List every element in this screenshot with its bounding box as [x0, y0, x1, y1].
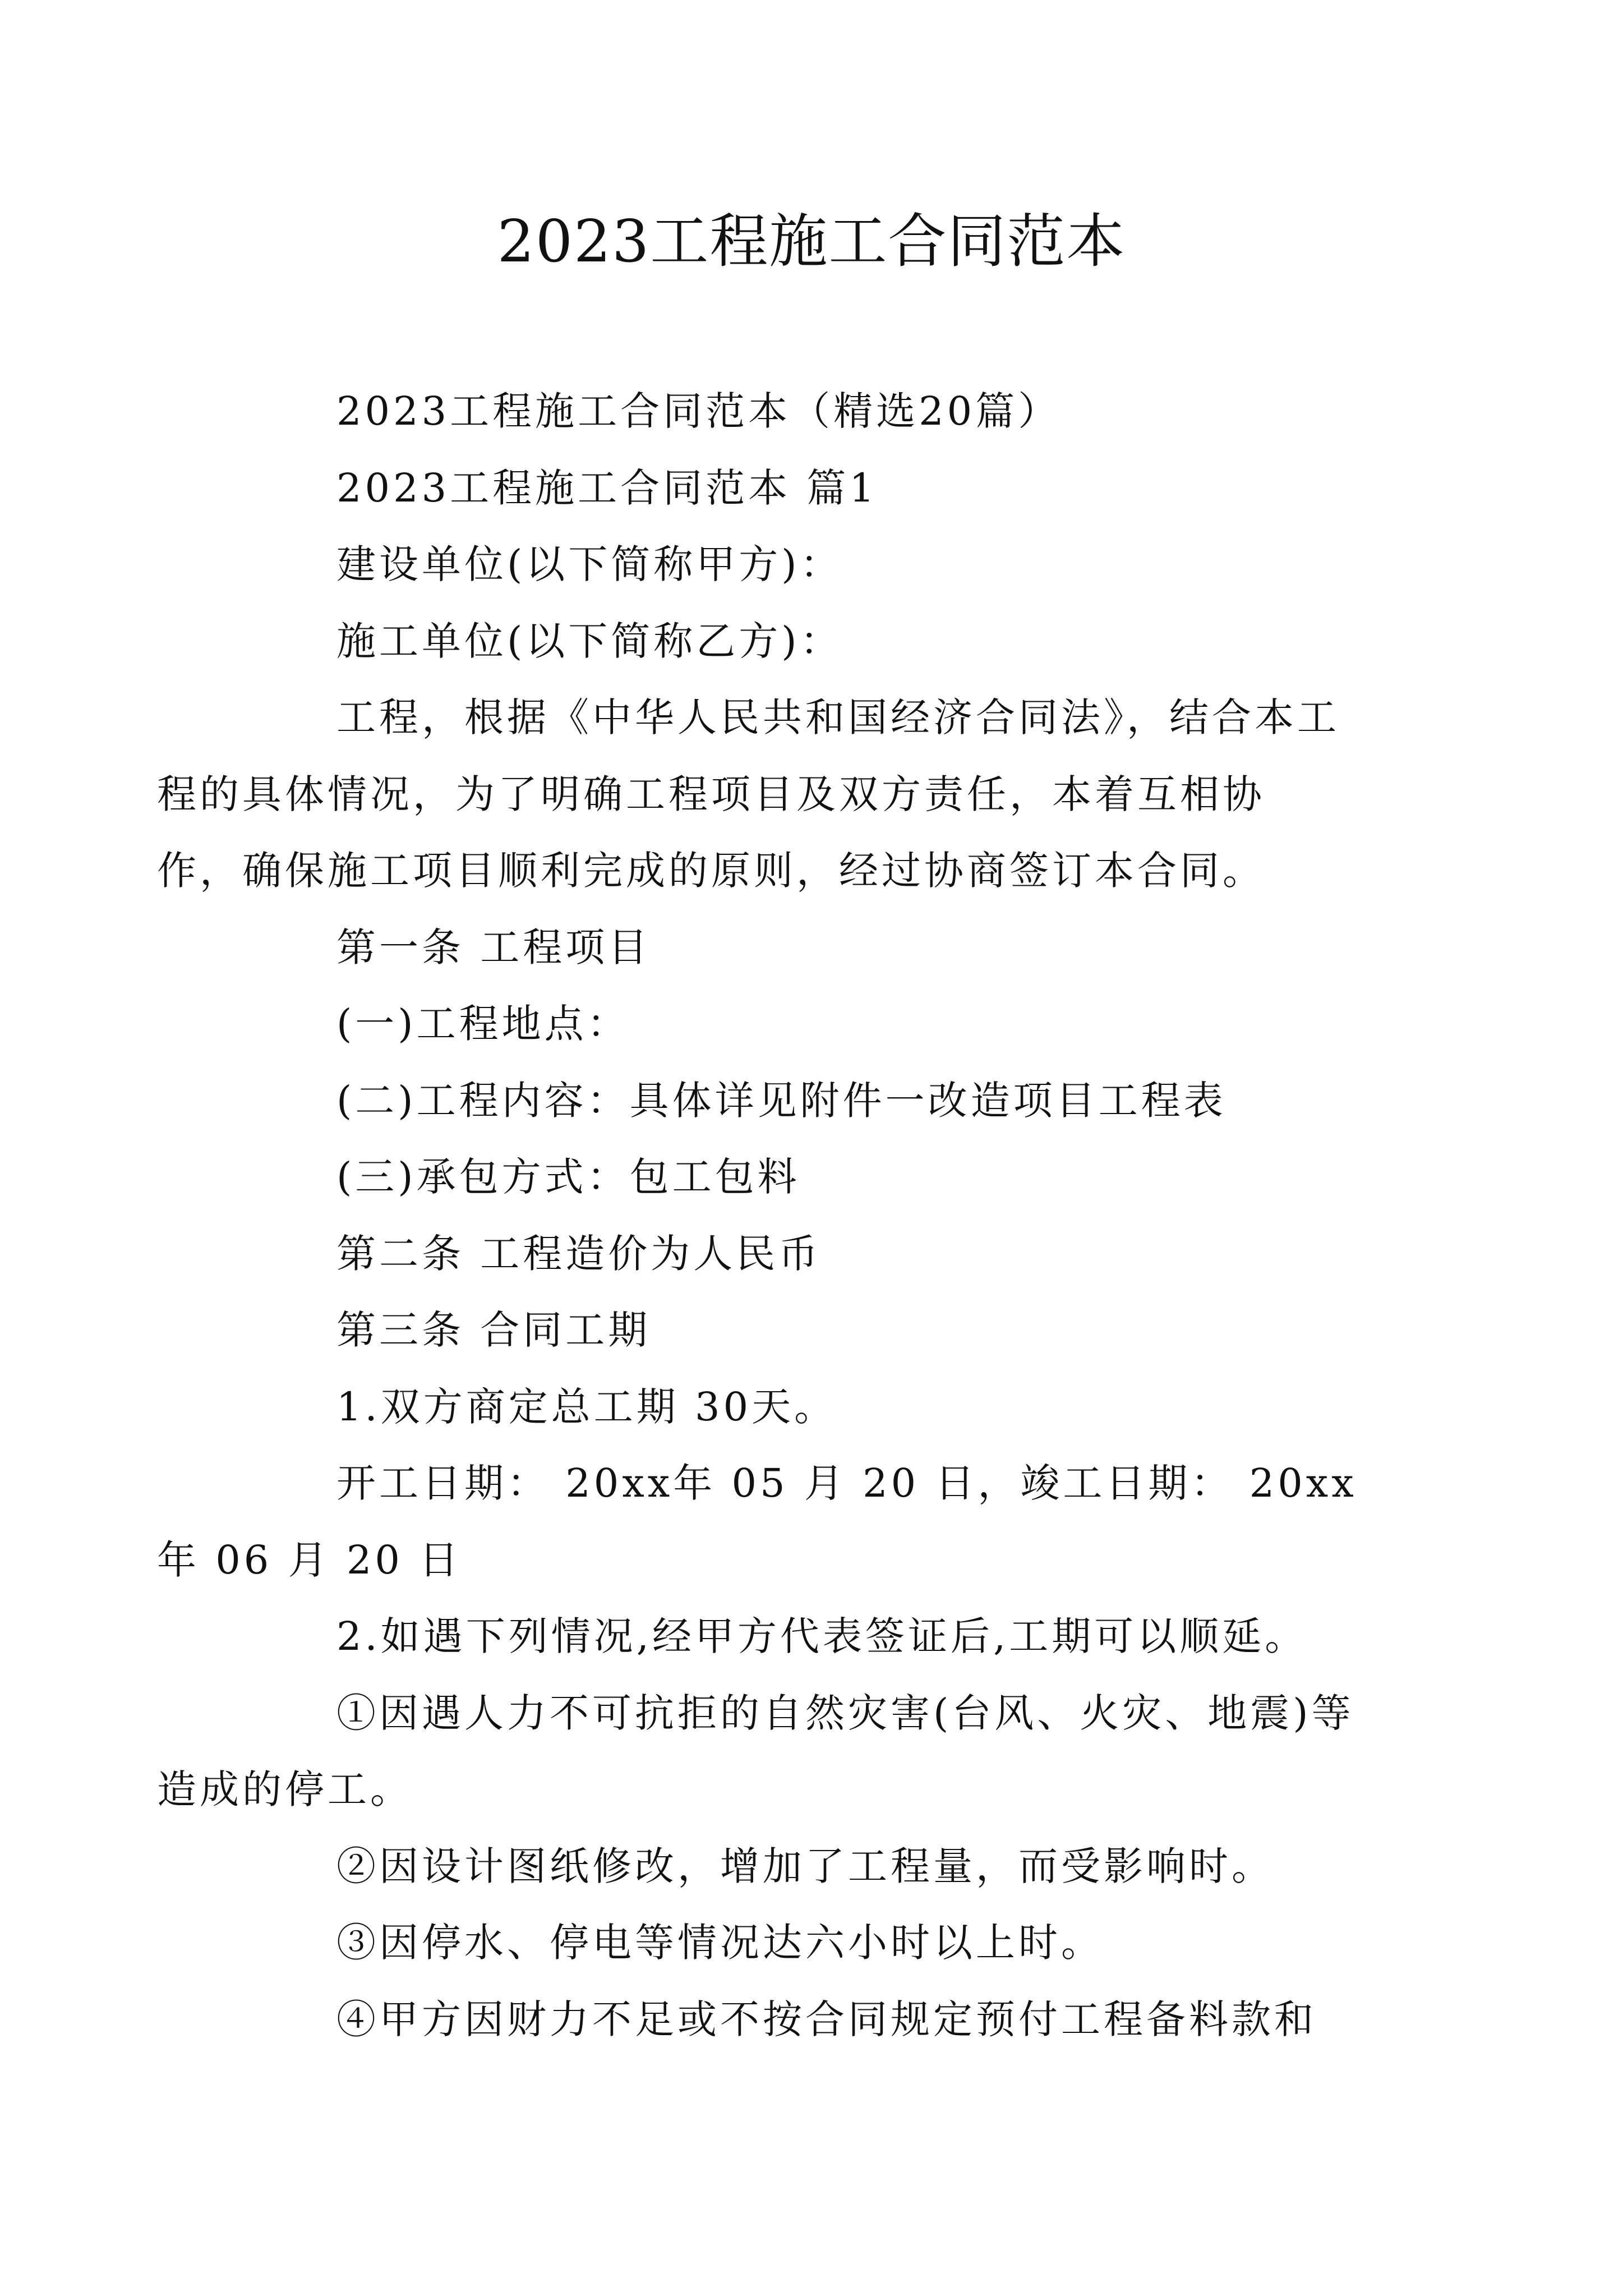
paragraph [247, 450, 1380, 527]
paragraph [247, 986, 1380, 1062]
document-title: 2023工程施工合同范本 [497, 207, 1126, 275]
paragraph-line: 造成的停工。 [157, 1766, 413, 1812]
paragraph [247, 1062, 1380, 1139]
paragraph [247, 909, 1380, 986]
paragraph-line: 工程，根据《中华人民共和国经济合同法》，结合本工 [336, 694, 1340, 740]
paragraph-line: (二)工程内容：具体详见附件一改造项目工程表 [336, 1077, 1227, 1124]
paragraph [247, 1369, 1380, 1446]
paragraph-line: 第一条 工程项目 [336, 924, 651, 970]
paragraph-line: ②因设计图纸修改，增加了工程量，而受影响时。 [336, 1843, 1274, 1889]
paragraph [247, 1828, 1380, 1905]
paragraph [247, 1598, 1380, 1675]
paragraph [247, 1904, 1380, 1981]
paragraph [247, 1139, 1380, 1216]
paragraph [247, 1981, 1380, 2058]
paragraph-line: 年 06 月 20 日 [157, 1536, 462, 1583]
paragraph [247, 1292, 1380, 1369]
paragraph-line: 1.双方商定总工期 30天。 [336, 1383, 837, 1430]
paragraph [247, 603, 1380, 680]
paragraph-line: ③因停水、停电等情况达六小时以上时。 [336, 1920, 1104, 1966]
paragraph-line: 2023工程施工合同范本（精选20篇） [336, 388, 1061, 434]
paragraph-line: 建设单位(以下简称甲方)： [336, 541, 843, 587]
paragraph-line: 2023工程施工合同范本 篇1 [336, 464, 878, 511]
document-body [157, 373, 1380, 2058]
paragraph-line: 作，确保施工项目顺利完成的原则，经过协商签订本合同。 [157, 848, 1265, 894]
paragraph-line: 2.如遇下列情况,经甲方代表签证后,工期可以顺延。 [336, 1613, 1308, 1659]
paragraph-line: 开工日期： 20xx年 05 月 20 日，竣工日期： 20xx [336, 1460, 1357, 1506]
paragraph-line: (一)工程地点： [336, 1001, 630, 1047]
paragraph-line: 第三条 合同工期 [336, 1307, 651, 1353]
paragraph-line: ①因遇人力不可抗拒的自然灾害(台风、火灾、地震)等 [336, 1690, 1354, 1736]
paragraph-line: 程的具体情况，为了明确工程项目及双方责任，本着互相协 [157, 771, 1265, 817]
paragraph-line: ④甲方因财力不足或不按合同规定预付工程备料款和 [336, 1996, 1317, 2042]
paragraph [247, 373, 1380, 450]
paragraph [157, 1675, 1380, 1828]
paragraph [247, 1216, 1380, 1292]
paragraph-line: (三)承包方式：包工包料 [336, 1154, 800, 1200]
paragraph-line: 第二条 工程造价为人民币 [336, 1230, 822, 1277]
paragraph-line: 施工单位(以下简称乙方)： [336, 618, 843, 664]
paragraph [247, 526, 1380, 603]
paragraph [157, 1445, 1380, 1598]
paragraph [157, 679, 1380, 909]
